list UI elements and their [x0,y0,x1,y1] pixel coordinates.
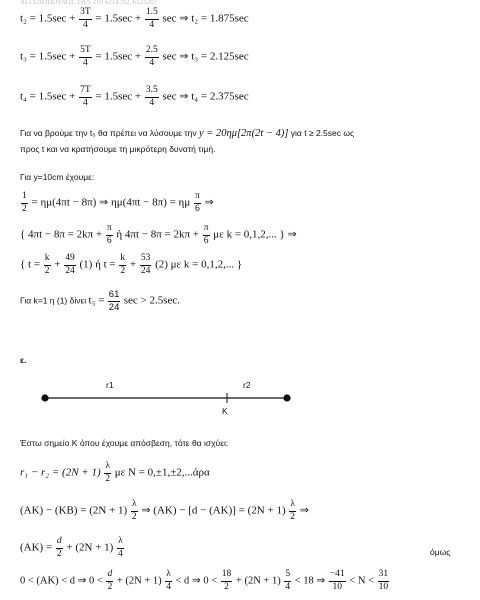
equation-sine: $\frac{1}{2}$ = ημ(4πt − 8π) ⇒ ημ(4πt − 8π) = ημ $\frac{\pi}{6}$ ⇒ [22,191,214,214]
equation-path-difference: r₁ − r₂ = (2N + 1) $\frac{\lambda}{2}$ με N = 0,±1,±2,...άρα [20,461,210,484]
label-r2: r2 [243,380,251,390]
equation-solutions: { t = $\frac{k}{2}$ + $\frac{49}{24}$ (1) ή t = $\frac{k}{2}$ + $\frac{53}{24}$ (2) με k = 0,1,2,... } [20,253,243,276]
label-r1: r1 [106,380,114,390]
equation-ak: (AK) = $\frac{d}{2}$ + (2N + 1) $\frac{\lambda}{4}$ [20,536,123,559]
word-omos: όμως [430,547,451,557]
t4-equation: t₄ = 1.5sec + $\frac{7T}{4}$ = 1.5sec + $\frac{3.5}{4}$ sec ⇒ t₄ = 2.375sec [20,85,249,108]
point-b [283,394,290,401]
equation-ak-kb: (AK) − (KB) = (2N + 1) $\frac{\lambda}{2}$ ⇒ (AK) − [d − (AK)] = (2N + 1) $\frac{\lambda}{2}$ ⇒ [20,499,309,522]
equation-cases: { 4πt − 8π = 2kπ + $\frac{\pi}{6}$ ή 4πt − 8π = 2kπ + $\frac{\pi}{6}$ με k = 0,1,2,... } ⇒ [20,223,297,246]
t3-equation: t₃ = 1.5sec + $\frac{5T}{4}$ = 1.5sec + $\frac{2.5}{4}$ sec ⇒ t₃ = 2.125sec [20,45,249,68]
paragraph-k1: Για k=1 η (1) δίνει t₅ = $\frac{61}{24}$ sec > 2.5sec. [20,289,181,313]
paragraph-y10: Για y=10cm έχουμε: [20,172,95,182]
paragraph-damping: Έστω σημείο Κ όπου έχουμε απόσβεση, τότε θα ισχύει: [20,438,229,448]
t2-equation: t₂ = 1.5sec + $\frac{3T}{4}$ = 1.5sec + $\frac{1.5}{4}$ sec ⇒ t₂ = 1.875sec [20,7,249,30]
paragraph-solve-cont: προς t και να κρατήσουμε τη μικρότερη δυνατή τιμή. [20,144,216,154]
section-epsilon: ε. [20,355,27,365]
faint-header: ΑΓΓΕΛΟΠΟΥΛΟΣ ΤΗΛ 210 6214792, 6121207 [20,0,158,6]
point-a [41,394,48,401]
paragraph-solve: Για να βρούμε την t₅ θα πρέπει να λύσουμε την y = 20ημ[2π(2t − 4)] για t ≥ 2.5sec ως [20,128,355,139]
equation-inequality: 0 < (AK) < d ⇒ 0 < $\frac{d}{2}$ + (2N + 1) $\frac{\lambda}{4}$ < d ⇒ 0 < $\frac{18}{2}$ + (2N + 1) $\frac{5}{4}$ < 18 ⇒ $\frac{-41}{10}$ < N < $\frac{31}{10}$ [20,569,389,592]
label-k: K [222,406,228,416]
